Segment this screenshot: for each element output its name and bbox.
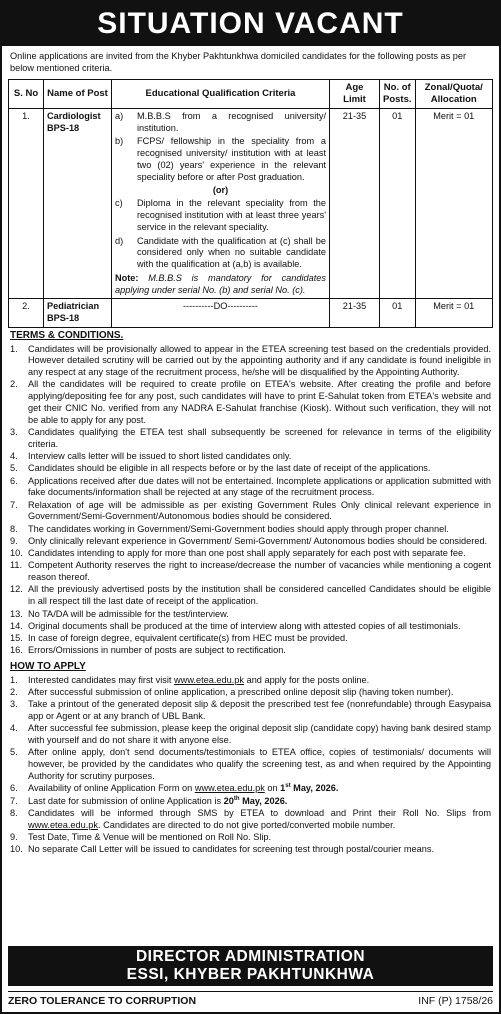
footer-authority	[8, 946, 493, 986]
row-zone: Merit = 01	[415, 108, 493, 298]
etea-link[interactable]: www.etea.edu.pk	[174, 674, 245, 685]
list-item: 2. After successful submission of online application, a prescribed online deposit slip (having token number).	[10, 687, 454, 698]
apply-list	[10, 675, 491, 856]
list-item: 10. Candidates intending to apply for more than one post shall apply separately for each post with separate fee.	[10, 548, 466, 559]
list-item: 3. Candidates qualifying the ETEA test shall subsequently be screened for relevance in terms of the eligibility criteria.	[10, 427, 491, 449]
post-grade: BPS-18	[47, 122, 80, 133]
list-item: 8. Candidates will be informed through SMS by ETEA to download and Print their Roll No. Slips from www.etea.edu.pk. Candidates are directed to do not give ported/converted mobile number.	[10, 807, 491, 830]
list-item: 1. Candidates will be provisionally allowed to appear in the ETEA screening test based on the credentials provided. However detailed scrutiny will be carried out by the appointing authority and if any candidate is found ineligible in any respect at any stage of the recruitment process, he/she will be disqualified by the Appointing Authority.	[10, 343, 491, 378]
terms-list	[10, 344, 491, 657]
list-item: 7. Relaxation of age will be admissible as per existing Government Rules Only clinical relevant experience in Government/Semi-Government/Autonomous bodies should be considered.	[10, 499, 491, 522]
criteria-item: b) FCPS/ fellowship in the speciality from a recognised university/ institution with at least two (02) years' experience in the relevant speciality before or after Post graduation.	[115, 136, 326, 182]
row-post	[44, 108, 112, 298]
header-post: Name of Post	[44, 79, 112, 108]
row-no: 01	[380, 108, 416, 298]
post-name: Cardiologist	[47, 110, 101, 121]
row-post	[44, 299, 112, 328]
zero-tolerance: ZERO TOLERANCE TO CORRUPTION	[8, 994, 197, 1007]
etea-link[interactable]: www.etea.edu.pk	[28, 819, 98, 830]
list-item: 9. Test Date, Time & Venue will be mentioned on Roll No. Slip.	[10, 831, 272, 842]
header-zone: Zonal/Quota/ Allocation	[415, 79, 493, 108]
list-item: 2. All the candidates will be required to create profile on ETEA's website. After creating the profile and before applying/depositing fee for any post, such candidates will have to print E-Sahulat token from ETEA's website and get their CNIC No. verified from any NADRA E-Sahulat franchise (Kiosk). Without such verification, they will not be able to apply for any post.	[10, 379, 491, 425]
header-edu: Educational Qualification Criteria	[112, 79, 330, 108]
footer-line-2: ESSI, KHYBER PAKHTUNKHWA	[126, 966, 375, 983]
list-item: 15. In case of foreign degree, equivalent certificate(s) from HEC must be provided.	[10, 633, 348, 644]
list-item: 10. No separate Call Letter will be issued to candidates for screening test through postal/courier means.	[10, 844, 434, 855]
table-header-row	[9, 79, 493, 108]
list-item: 16. Errors/Omissions in number of posts are subject to rectification.	[10, 645, 286, 656]
bottom-line	[8, 991, 493, 1008]
row-age: 21-35	[330, 108, 380, 298]
header-no: No. of Posts.	[380, 79, 416, 108]
row-sno: 2.	[9, 299, 44, 328]
list-item: 9. Only clinically relevant experience in Government/ Semi-Government/ Autonomous bodies should be considered.	[10, 535, 488, 546]
list-item: 7. Last date for submission of online Application is 20th May, 2026.	[10, 795, 288, 806]
header-age: Age Limit	[330, 79, 380, 108]
list-item: 4. After successful fee submission, please keep the original deposit slip (candidate copy) having bank desired stamp with yourself and do not share it with anyone else.	[10, 723, 491, 746]
intro-text: Online applications are invited from the Khyber Pakhtunkhwa domiciled candidates for the following posts as per below mentioned criteria.	[10, 51, 467, 73]
list-item: 12. All the previously advertised posts by the institution shall be considered cancelled Candidates should be eligible in all respect till the last date of receipt of the application.	[10, 584, 491, 607]
list-item: 4. Interview calls letter will be issued to short listed candidates only.	[10, 451, 292, 462]
criteria-item: d) Candidate with the qualification at (c) shall be considered only when no suitable candidate with the qualification at (a,b) is available.	[115, 235, 326, 270]
post-name: Pediatrician	[47, 301, 100, 312]
criteria-item: a) M.B.B.S from a recognised university/ institution.	[115, 110, 326, 133]
list-item: 6. Availability of online Application Form on www.etea.edu.pk on 1st May, 2026.	[10, 783, 339, 794]
list-item: 11. Competent Authority reserves the right to increase/decrease the number of vacancies while mentioning a cogent reason thereof.	[10, 560, 491, 583]
list-item: 14. Original documents shall be produced at the time of interview along with attested copies of all testimonials.	[10, 620, 461, 631]
inf-code: INF (P) 1758/26	[418, 994, 493, 1007]
row-zone: Merit = 01	[415, 299, 493, 328]
criteria-note: Note: M.B.B.S is mandatory for candidates applying under serial No. (b) and serial No. (c).	[115, 272, 327, 295]
footer-line-1: DIRECTOR ADMINISTRATION	[135, 948, 366, 965]
list-item: 13. No TA/DA will be admissible for the test/interview.	[10, 608, 229, 619]
list-item: 1. Interested candidates may first visit www.etea.edu.pk and apply for the posts online.	[10, 674, 370, 685]
criteria-or: (or)	[212, 185, 229, 196]
row-criteria	[112, 108, 330, 298]
list-item: 5. After online apply, don't send documents/testimonials to ETEA office, copies of testimonials/ documents will however, be provided by the candidates who qualify the screening test, as and when required by the Appointing Authority for scrutiny purposes.	[10, 747, 491, 781]
row-ditto: ----------DO----------	[112, 299, 330, 328]
etea-link[interactable]: www.etea.edu.pk	[194, 783, 265, 794]
criteria-item: c) Diploma in the relevant speciality from the recognised institution with at least three years' service in the relevant speciality.	[115, 198, 326, 232]
list-item: 8. The candidates working in Government/Semi-Government bodies should apply through proper channel.	[10, 523, 449, 534]
posts-table	[8, 79, 493, 328]
terms-title: TERMS & CONDITIONS.	[10, 329, 124, 341]
table-row	[9, 108, 493, 298]
row-sno: 1.	[9, 108, 44, 298]
terms-section	[2, 330, 499, 856]
table-row	[9, 299, 493, 328]
list-item: 3. Take a printout of the generated deposit slip & deposit the prescribed test fee (nonrefundable) through Easypaisa app or Agent or at any branch of UBL Bank.	[10, 699, 491, 722]
row-no: 01	[380, 299, 416, 328]
row-age: 21-35	[330, 299, 380, 328]
header-sno: S. No	[9, 79, 44, 108]
list-item: 5. Candidates should be eligible in all respects before or by the last date of receipt of the applications.	[10, 463, 431, 474]
apply-title: HOW TO APPLY	[10, 661, 86, 673]
post-grade: BPS-18	[47, 313, 80, 324]
list-item: 6. Applications received after due dates will not be entertained. Incomplete applications or application submitted with fake documents/information shall be rejected at any stage of the recruitment process.	[10, 475, 491, 498]
banner-title: SITUATION VACANT	[2, 2, 499, 46]
